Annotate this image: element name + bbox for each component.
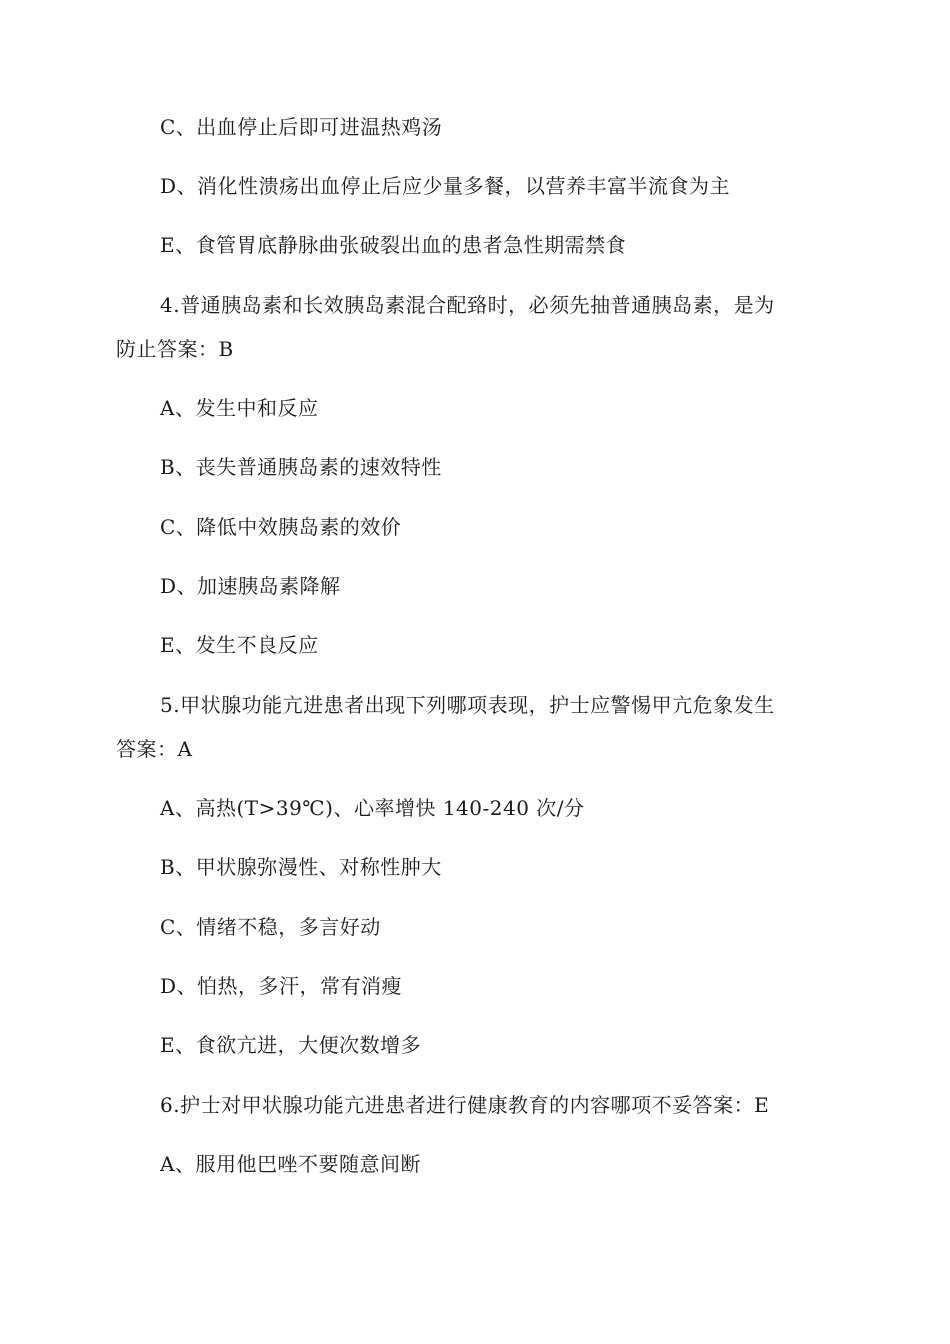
question-4-line-1: 4.普通胰岛素和长效胰岛素混合配臵时，必须先抽普通胰岛素，是为: [160, 293, 775, 317]
option-line: A、高热(T>39℃)、心率增快 140-240 次/分: [160, 796, 585, 820]
option-line: E、食管胃底静脉曲张破裂出血的患者急性期需禁食: [160, 233, 627, 257]
question-5-line-1: 5.甲状腺功能亢进患者出现下列哪项表现，护士应警惕甲亢危象发生: [160, 693, 775, 717]
question-4-line-2: 防止答案：B: [116, 337, 234, 361]
question-6-line-1: 6.护士对甲状腺功能亢进患者进行健康教育的内容哪项不妥答案：E: [160, 1093, 770, 1117]
option-line: C、降低中效胰岛素的效价: [160, 515, 402, 539]
option-line: E、发生不良反应: [160, 633, 319, 657]
option-line: B、丧失普通胰岛素的速效特性: [160, 455, 442, 479]
option-line: C、出血停止后即可进温热鸡汤: [160, 115, 443, 139]
question-5-line-2: 答案：A: [116, 737, 193, 761]
option-line: C、情绪不稳，多言好动: [160, 915, 381, 939]
option-line: B、甲状腺弥漫性、对称性肿大: [160, 855, 442, 879]
option-line: E、食欲亢进，大便次数增多: [160, 1033, 422, 1057]
option-line: D、怕热，多汗，常有消瘦: [160, 974, 403, 998]
option-line: A、发生中和反应: [160, 396, 319, 420]
option-line: A、服用他巴唑不要随意间断: [160, 1152, 421, 1176]
option-line: D、消化性溃疡出血停止后应少量多餐，以营养丰富半流食为主: [160, 174, 731, 198]
option-line: D、加速胰岛素降解: [160, 574, 341, 598]
